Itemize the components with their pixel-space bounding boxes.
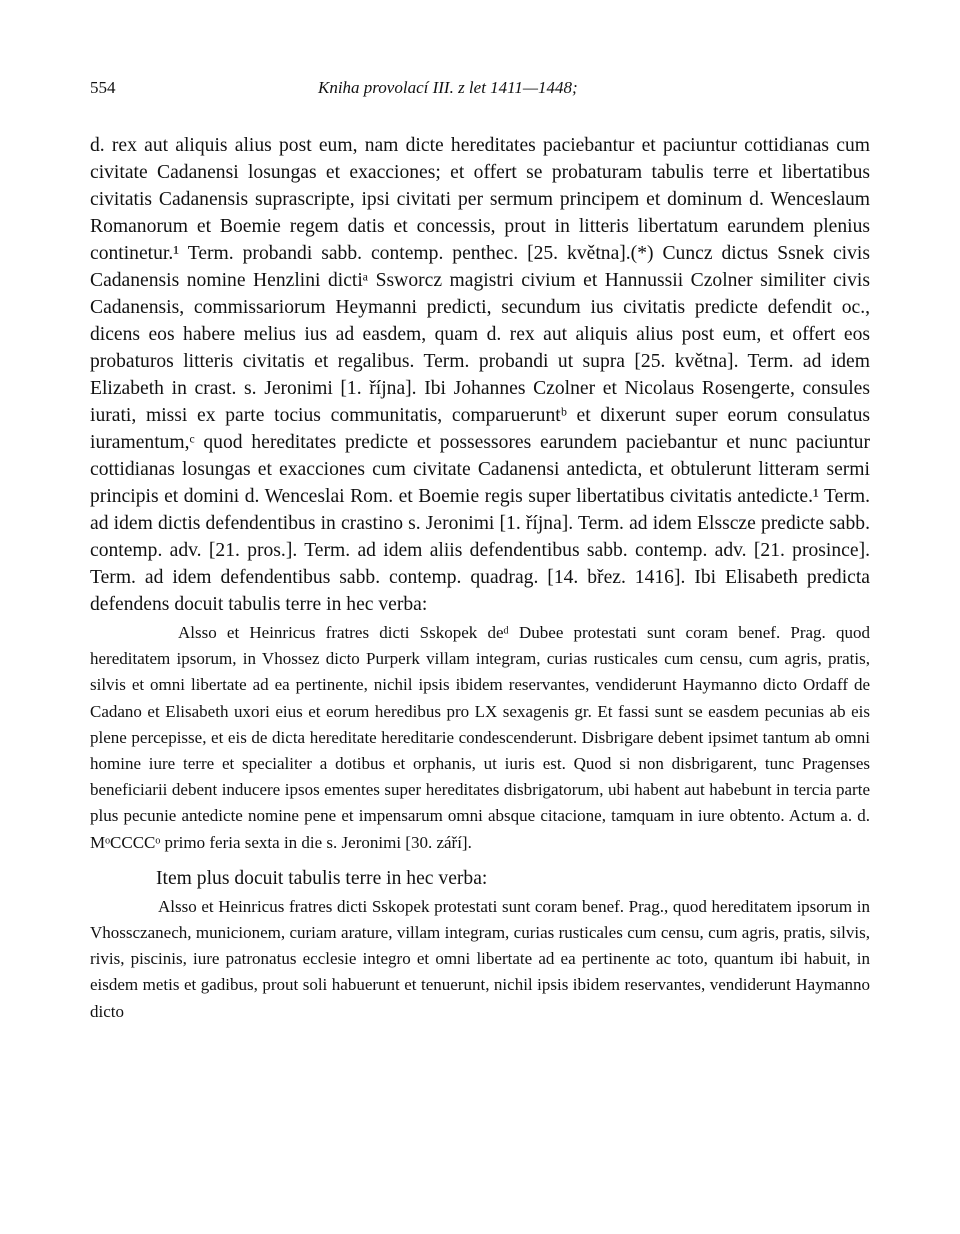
main-paragraph: d. rex aut aliquis alius post eum, nam dicte hereditates paciebantur et paciuntur cottidianas cum civitate Cadanensi losungas et exacciones; et offert se probaturam tabulis terre et libertatibus civitatis Cadanensis suprascripte, ipsi civitati per sermum principem et dominum d. Wenceslaum Romanorum et Boemie regem datis et concessis, prout in litteris libertatum earundem plenius continetur.¹ Term. probandi sabb. contemp. penthec. [25. května].(*) Cuncz dictus Ssnek civis Cadanensis nomine Henzlini dictiᵃ Ssworcz magistri civium et Hannussii Czolner similiter civis Cadanensis, commissariorum Heymanni predicti, secundum ius civitatis predicte defendit oc., dicens eos habere melius ius ad easdem, quam d. rex aut aliquis alius post eum, et offert eos probaturos litteris civitatis et regalibus. Term. probandi ut supra [25. května]. Term. ad idem Elizabeth in crast. s. Jeronimi [1. října]. Ibi Johannes Czolner et Nicolaus Rosengerte, consules iurati, missi ex parte tocius communitatis, comparueruntᵇ et dixerunt super eorum consulatus iuramentum,ᶜ quod hereditates predicte et possessores earundem paciebantur et nunc paciuntur cottidianas losungas et exacciones cum civitate Cadanensi antedicta, et obtulerunt litteram sermi principis et domini d. Wenceslai Rom. et Boemie regis super libertatibus civitatis antedicte.¹ Term. ad idem dictis defendentibus in crastino s. Jeronimi [1. října]. Term. ad idem Elsscze predicte sabb. contemp. adv. [21. pros.]. Term. ad idem aliis defendentibus sabb. contemp. adv. [21. prosince]. Term. ad idem defendentibus sabb. contemp. quadrag. [14. břez. 1416]. Ibi Elisabeth predicta defendens docuit tabulis terre in hec verba: <box>90 135 870 615</box>
main-text-block <box>90 132 870 618</box>
page-number: 554 <box>90 78 116 97</box>
quoted-record-1-text: Alsso et Heinricus fratres dicti Sskopek deᵈ Dubee protestati sunt coram benef. Prag. quod hereditatem ipsorum, in Vhossez dicto Purperk villam integram, curias rusticales cum censu, cum agris, pratis, silvis et omni libertate ad ea pertinente, nichil ipsis ibidem reservantes, vendiderunt Haymanno dicto Ordaff de Cadano et Elisabeth uxori eius et eorum heredibus pro LX sexagenis gr. Et fassi sunt se easdem pecunias ab eis plene percepisse, et eis de dicta hereditate hereditarie condescenderunt. Disbrigare debent ipsimet tantum ab omni homine iure terre et specialiter a dotibus et orphanis, ut iuris est. Quod si non disbrigarent, tunc Pragenses beneficiarii debent inducere ipsos ementes super hereditates disbrigatorum, ubi habent aut habebunt in tercia parte plus pecunie antedicte nomine pene et impensarum omni absque citacione, tamquam in iure obtento. Actum a. d. MᵒCCCCᵒ primo feria sexta in die s. Jeronimi [30. září]. <box>90 623 870 852</box>
transition-line: Item plus docuit tabulis terre in hec verba: <box>156 867 488 889</box>
running-title: Kniha provolací III. z let 1411—1448; <box>318 78 578 97</box>
quoted-record-2 <box>90 894 870 1025</box>
page-header <box>90 78 870 108</box>
quoted-record-2-text: Alsso et Heinricus fratres dicti Sskopek protestati sunt coram benef. Prag., quod hereditatem ipsorum in Vhossczanech, municionem, curiam arature, villam integram, curias rusticales cum censu, cum agris, pratis, silvis, rivis, piscinis, iure patronatus ecclesie integro et omni libertate ad ea pertinente ac toto, quantum ibi habuit, in eisdem metis et gadibus, prout soli habuerunt et tenuerunt, nichil ipsis ibidem reservantes, vendiderunt Haymanno dicto <box>90 896 870 1021</box>
page-content <box>90 78 870 1025</box>
quoted-record-1 <box>90 620 870 856</box>
